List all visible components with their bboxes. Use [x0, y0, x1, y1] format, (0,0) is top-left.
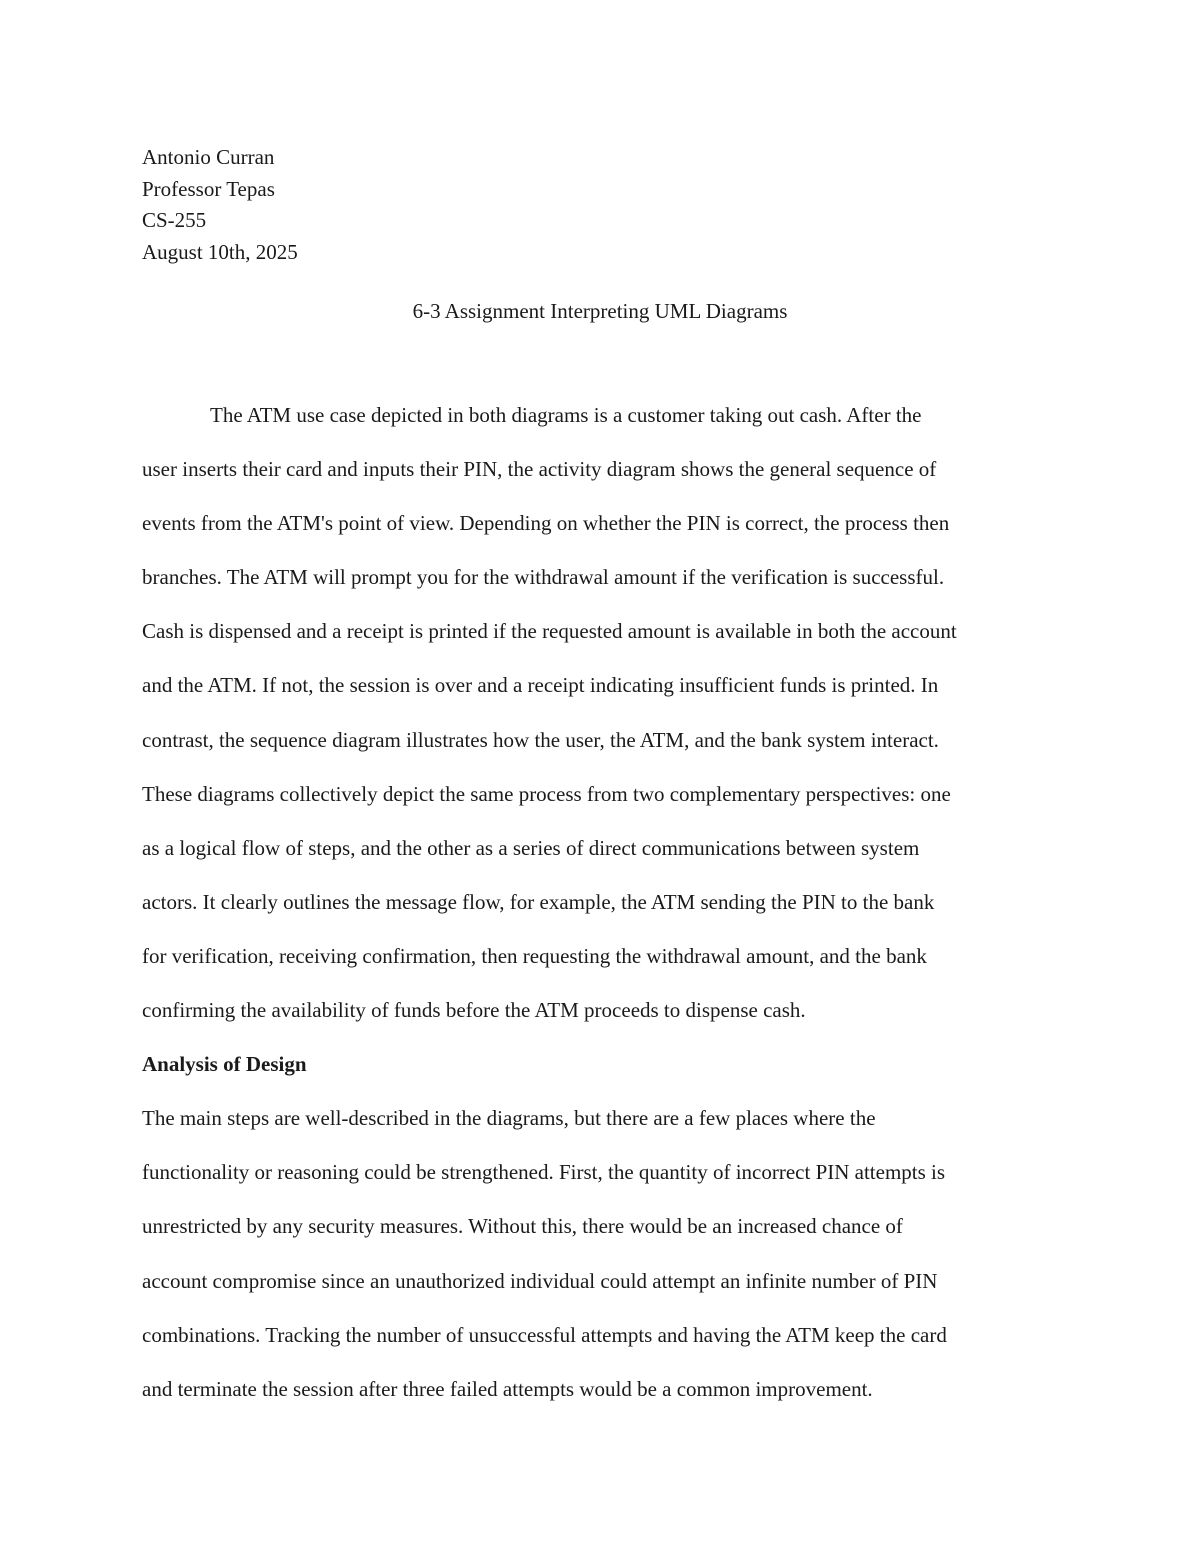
paragraph-line: as a logical flow of steps, and the other as a series of direct communications between system: [142, 835, 920, 860]
paragraph-line: confirming the availability of funds before the ATM proceeds to dispense cash.: [142, 998, 806, 1023]
paragraph-line: user inserts their card and inputs their PIN, the activity diagram shows the general sequence of: [142, 457, 937, 482]
paragraph-line: and the ATM. If not, the session is over and a receipt indicating insufficient funds is printed. In: [142, 673, 939, 698]
paragraph-line: contrast, the sequence diagram illustrates how the user, the ATM, and the bank system interact.: [142, 727, 939, 752]
document-date: August 10th, 2025: [142, 239, 298, 264]
section-heading: Analysis of Design: [142, 1052, 307, 1077]
paragraph-line: branches. The ATM will prompt you for the withdrawal amount if the verification is successful.: [142, 565, 945, 590]
paragraph-line: account compromise since an unauthorized individual could attempt an infinite number of PIN: [142, 1268, 938, 1293]
author-name: Antonio Curran: [142, 145, 275, 169]
paragraph-line: and terminate the session after three failed attempts would be a common improvement.: [142, 1376, 873, 1401]
paragraph-line: The ATM use case depicted in both diagrams is a customer taking out cash. After the: [210, 403, 922, 427]
paragraph-line: combinations. Tracking the number of unsuccessful attempts and having the ATM keep the card: [142, 1322, 947, 1347]
paragraph-line: functionality or reasoning could be strengthened. First, the quantity of incorrect PIN attempts is: [142, 1160, 946, 1185]
paragraph-line: These diagrams collectively depict the same process from two complementary perspectives: one: [142, 781, 951, 806]
paragraph-line: The main steps are well-described in the diagrams, but there are a few places where the: [142, 1106, 876, 1131]
paragraph-line: for verification, receiving confirmation, then requesting the withdrawal amount, and the bank: [142, 943, 927, 968]
paragraph-line: Cash is dispensed and a receipt is printed if the requested amount is available in both the account: [142, 619, 957, 644]
professor-name: Professor Tepas: [142, 176, 275, 201]
document-title: 6-3 Assignment Interpreting UML Diagrams: [412, 299, 788, 323]
paragraph-line: unrestricted by any security measures. Without this, there would be an increased chance of: [142, 1214, 903, 1239]
paragraph-line: actors. It clearly outlines the message flow, for example, the ATM sending the PIN to the bank: [142, 889, 935, 914]
course-code: CS-255: [142, 208, 207, 232]
document-body: [142, 388, 1082, 1416]
document-header: [142, 142, 298, 268]
paragraph-line: events from the ATM's point of view. Depending on whether the PIN is correct, the process then: [142, 511, 950, 536]
